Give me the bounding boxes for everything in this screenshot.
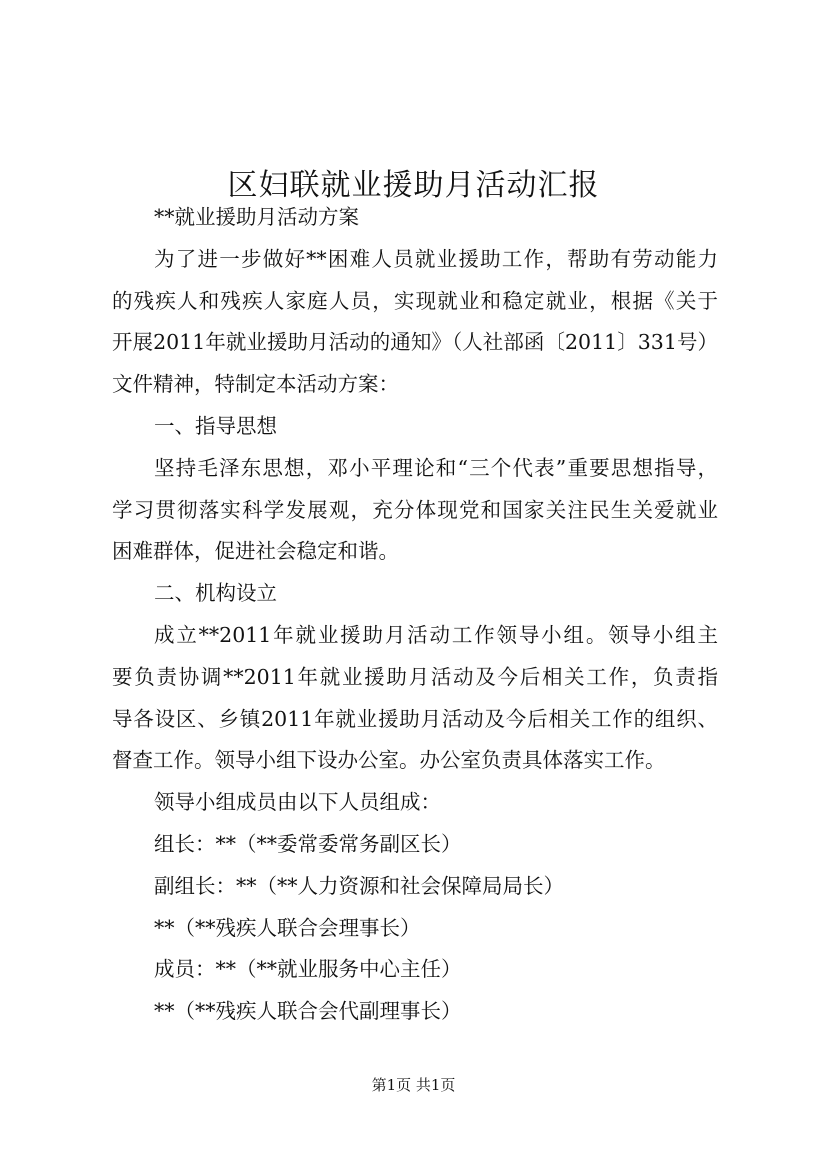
member-line: 组长：**（**委常委常务副区长）	[154, 831, 462, 856]
paragraph-line: 文件精神，特制定本活动方案：	[112, 372, 399, 397]
paragraph-line: 为了进一步做好**困难人员就业援助工作，帮助有劳动能力	[154, 246, 718, 271]
paragraph-line: 领导小组成员由以下人员组成：	[154, 790, 441, 815]
paragraph-line: 开展2011年就业援助月活动的通知》（人社部函〔2011〕331号）	[112, 330, 718, 355]
paragraph-line: 成立**2011年就业援助月活动工作领导小组。领导小组主	[154, 622, 718, 647]
plan-heading: **就业援助月活动方案	[154, 205, 359, 229]
paragraph-line: 坚持毛泽东思想，邓小平理论和“三个代表”重要思想指导，	[154, 455, 718, 480]
paragraph-line: 导各设区、乡镇2011年就业援助月活动及今后相关工作的组织、	[112, 706, 718, 731]
paragraph-line: 要负责协调**2011年就业援助月活动及今后相关工作，负责指	[112, 664, 718, 689]
document-title: 区妇联就业援助月活动汇报	[227, 168, 600, 204]
section-heading: 二、机构设立	[154, 581, 277, 606]
section-heading: 一、指导思想	[154, 413, 277, 438]
member-line: **（**残疾人联合会代副理事长）	[154, 999, 462, 1024]
document-body	[112, 197, 718, 1033]
member-line: **（**残疾人联合会理事长）	[154, 915, 421, 940]
page-number: 第1页 共1页	[371, 1076, 456, 1094]
paragraph-line: 困难群体，促进社会稳定和谐。	[112, 539, 399, 564]
paragraph-line: 学习贯彻落实科学发展观，充分体现党和国家关注民生关爱就业	[112, 497, 718, 522]
paragraph-line: 督查工作。领导小组下设办公室。办公室负责具体落实工作。	[112, 748, 666, 773]
member-line: 副组长：**（**人力资源和社会保障局局长）	[154, 873, 564, 898]
member-line: 成员：**（**就业服务中心主任）	[154, 957, 462, 982]
paragraph-line: 的残疾人和残疾人家庭人员，实现就业和稳定就业，根据《关于	[112, 288, 718, 313]
